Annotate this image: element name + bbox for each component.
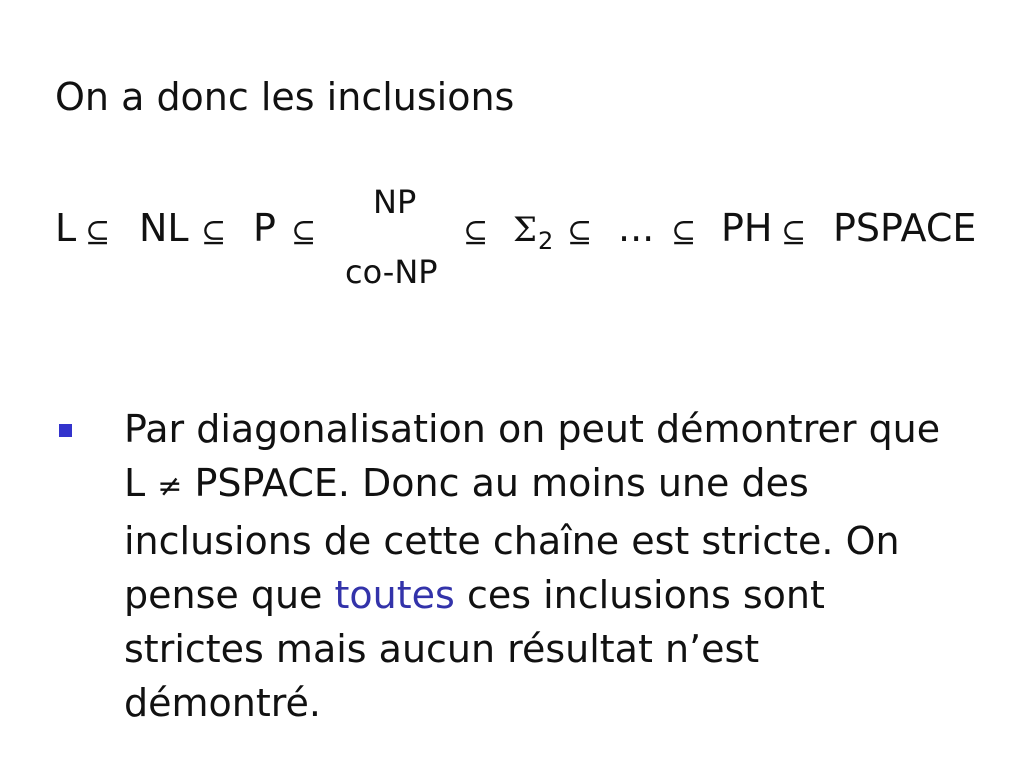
- bullet-text: [124, 402, 1004, 730]
- bullet-line-end: ces inclusions sont: [466, 573, 825, 617]
- bullet-line: démontré.: [124, 681, 321, 725]
- chain-ph: PH: [721, 206, 773, 250]
- bullet-line: Par diagonalisation on peut démontrer que: [124, 407, 941, 451]
- subset-symbol: ⊆: [291, 215, 317, 250]
- bullet-square-icon: [59, 424, 72, 437]
- chain-nl: NL: [139, 206, 189, 250]
- sigma-subscript: 2: [538, 227, 554, 255]
- subset-symbol: ⊆: [781, 215, 807, 250]
- slide-heading: On a donc les inclusions: [55, 75, 515, 119]
- bullet-line-rest: PSPACE. Donc au moins une des: [194, 461, 809, 505]
- chain-p: P: [253, 206, 276, 250]
- chain-np: NP: [373, 183, 417, 221]
- bullet-line: [124, 568, 1004, 622]
- bullet-line: strictes mais aucun résultat n’est: [124, 627, 760, 671]
- subset-symbol: ⊆: [671, 215, 697, 250]
- not-equal-symbol: ≠: [157, 469, 183, 504]
- subset-symbol: ⊆: [85, 215, 111, 250]
- bullet-line: [124, 456, 1004, 514]
- bullet-line-start: pense que: [124, 573, 323, 617]
- bullet-l: L: [124, 461, 146, 505]
- bullet-line: inclusions de cette chaîne est stricte. On: [124, 519, 900, 563]
- highlighted-word: toutes: [334, 573, 455, 617]
- chain-l: L: [55, 206, 77, 250]
- subset-symbol: ⊆: [463, 215, 489, 250]
- chain-sigma-2: [513, 205, 553, 256]
- sigma-symbol: Σ: [513, 210, 538, 250]
- subset-symbol: ⊆: [201, 215, 227, 250]
- chain-ellipsis: ...: [618, 206, 655, 250]
- chain-co-np: co-NP: [345, 253, 438, 291]
- subset-symbol: ⊆: [567, 215, 593, 250]
- chain-pspace: PSPACE: [833, 206, 977, 250]
